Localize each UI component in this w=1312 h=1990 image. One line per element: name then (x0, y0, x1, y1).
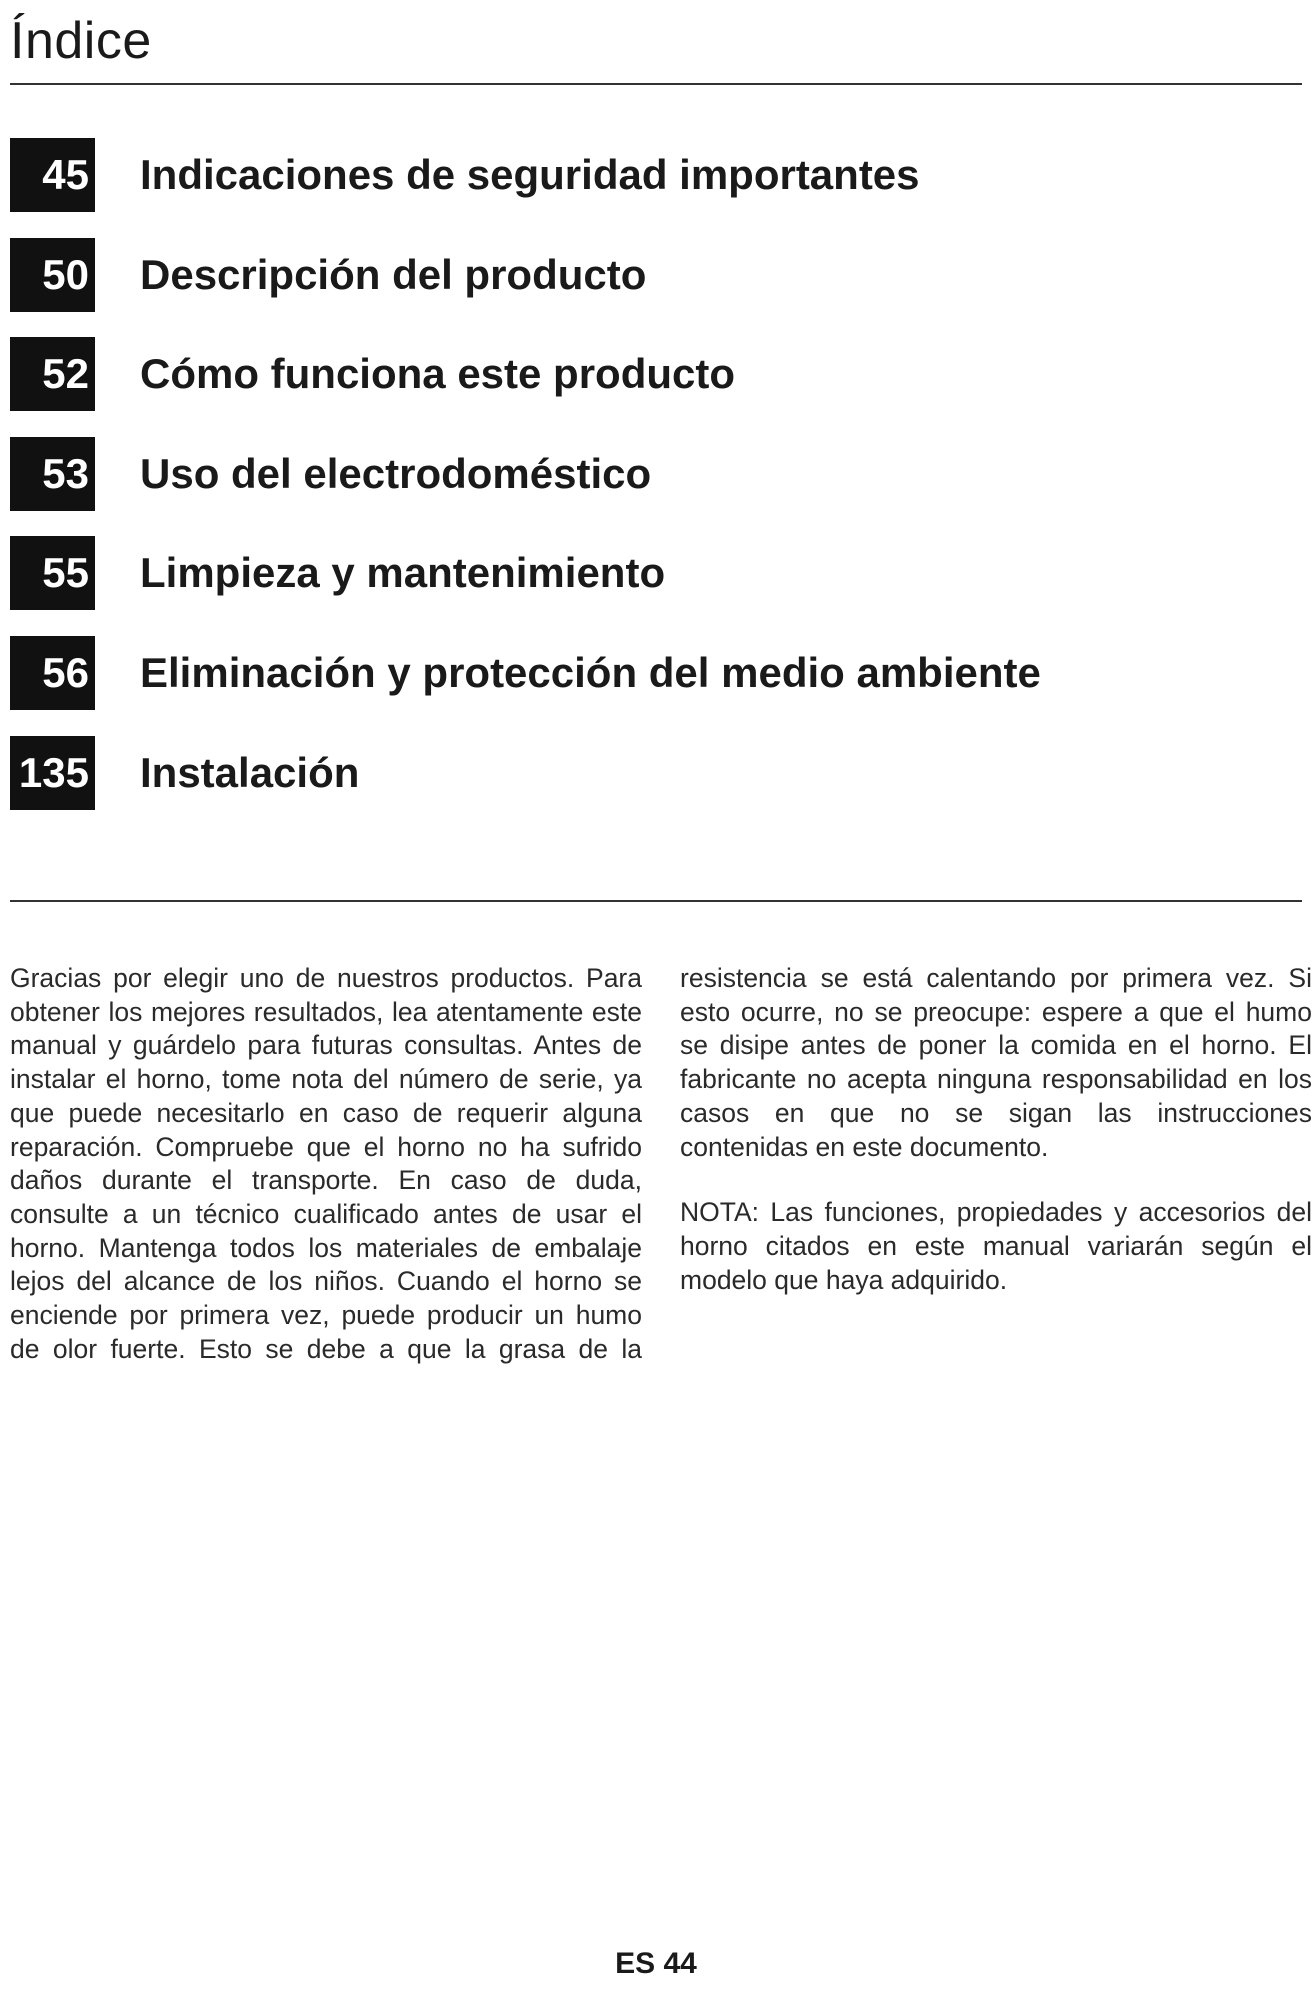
top-divider (10, 83, 1302, 85)
toc-entry[interactable] (10, 636, 1302, 710)
table-of-contents (10, 138, 1302, 835)
intro-paragraph: Gracias por elegir uno de nuestros productos. Para obtener los mejores resultados, lea atentamente este manual y guárdelo para futuras consultas. Antes de instalar el horno, tome nota del número de serie, ya que puede necesitarlo en caso de requerir alguna reparación. Compruebe que el horno no ha sufrido daños durante el transporte. En caso de duda, consulte a un técnico cualificado antes de usar el horno. Mantenga todos los materiales de embalaje lejos del alcance de los niños. Cuando el horno se enciende por primera vez, puede producir un humo de olor fuerte. Esto se debe a que la grasa de la (10, 963, 642, 1364)
toc-entry-title: Instalación (140, 748, 360, 796)
toc-page-number: 56 (10, 636, 95, 710)
toc-entry-title: Indicaciones de seguridad importantes (140, 151, 920, 198)
toc-page-number: 52 (10, 337, 95, 411)
toc-entry[interactable] (10, 337, 1302, 411)
toc-entry-title: Eliminación y protección del medio ambiente (140, 648, 1041, 696)
toc-entry[interactable] (10, 437, 1302, 511)
intro-column-left (10, 962, 642, 1398)
section-divider (10, 900, 1302, 902)
intro-column-right (680, 962, 1312, 1329)
intro-paragraph-continued: resistencia se está calentando por primera vez. Si esto ocurre, no se preocupe: espere a que el humo se disipe antes de poner la comida en el horno. El fabricante no acepta ninguna responsabilidad en los casos en que no se sigan las instrucciones contenidas en este documento. (680, 963, 1312, 1162)
toc-page-number: 45 (10, 138, 95, 212)
toc-page-number: 50 (10, 238, 95, 312)
toc-entry-title: Uso del electrodoméstico (140, 449, 652, 497)
toc-entry-title: Limpieza y mantenimiento (140, 549, 666, 597)
toc-entry[interactable] (10, 536, 1302, 610)
toc-entry[interactable] (10, 238, 1302, 312)
toc-entry-title: Descripción del producto (140, 250, 647, 298)
toc-page-number: 135 (10, 736, 95, 810)
page-title: Índice (10, 12, 152, 70)
toc-entry-title: Cómo funciona este producto (140, 350, 736, 398)
intro-note: NOTA: Las funciones, propiedades y accesorios del horno citados en este manual variarán según el modelo que haya adquirido. (680, 1197, 1312, 1295)
toc-page-number: 55 (10, 536, 95, 610)
toc-page-number: 53 (10, 437, 95, 511)
page-number: ES 44 (615, 1947, 697, 1980)
toc-entry[interactable] (10, 736, 1302, 810)
toc-entry[interactable] (10, 138, 1302, 212)
